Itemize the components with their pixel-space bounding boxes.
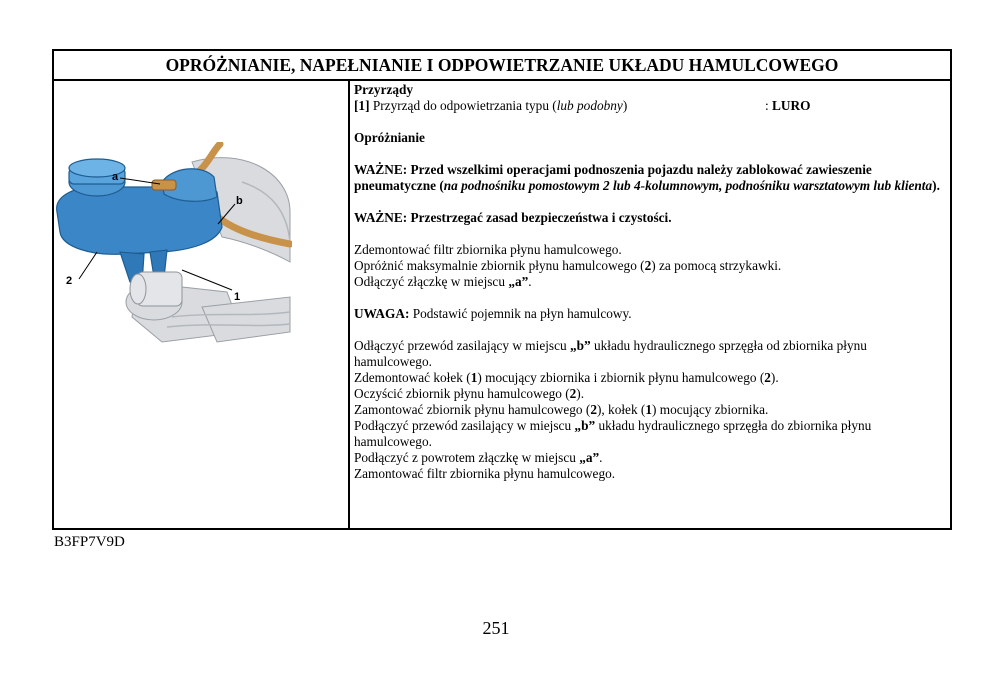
page-number: 251 — [482, 618, 510, 638]
step-install-reservoir: Zamontować zbiornik płynu hamulcowego (2), kołek (1) mocujący zbiornika. — [354, 402, 769, 417]
tool-value: : LURO — [765, 98, 811, 113]
step-install-filter: Zamontować filtr zbiornika płynu hamulcowego. — [354, 466, 616, 481]
warning-safety: WAŻNE: Przestrzegać zasad bezpieczeństwa i czystości. — [354, 210, 672, 225]
step-connect-b: Podłączyć przewód zasilający w miejscu „b” układu hydraulicznego sprzęgła do zbiornika płynu hamulcowego. — [354, 418, 872, 449]
callout-1: 1 — [234, 291, 241, 303]
warning-suspension: WAŻNE: Przed wszelkimi operacjami podnoszenia pojazdu należy zablokować zawieszenie pneumatyczne (na podnośniku pomostowym 2 lub 4-kolumnowym, podnośniku warsztatowym lub klienta). — [354, 162, 940, 193]
step-connect-a: Podłączyć z powrotem złączkę w miejscu „a”. — [354, 450, 603, 465]
step-remove-pin-reservoir: Zdemontować kołek (1) mocujący zbiornika i zbiornik płynu hamulcowego (2). — [354, 370, 779, 385]
step-disconnect-b: Odłączyć przewód zasilający w miejscu „b” układu hydraulicznego sprzęgła od zbiornika płynu hamulcowego. — [354, 338, 867, 369]
callout-2: 2 — [66, 275, 73, 287]
note-container: UWAGA: Podstawić pojemnik na płyn hamulcowy. — [354, 306, 632, 321]
tool-item: [1] Przyrząd do odpowietrzania typu (lub podobny) : LURO — [354, 98, 811, 113]
step-remove-filter: Zdemontować filtr zbiornika płynu hamulcowego. — [354, 242, 622, 257]
callout-b: b — [236, 195, 243, 207]
section-heading: Opróżnianie — [354, 130, 425, 145]
document-code: B3FP7V9D — [54, 534, 125, 550]
callout-a: a — [112, 171, 119, 183]
page-title: OPRÓŻNIANIE, NAPEŁNIANIE I ODPOWIETRZANIE UKŁADU HAMULCOWEGO — [54, 51, 950, 81]
step-disconnect-a: Odłączyć złączkę w miejscu „a”. — [354, 274, 532, 289]
instructions-cell — [354, 82, 944, 528]
tools-heading: Przyrządy — [354, 82, 414, 97]
step-empty-reservoir: Opróżnić maksymalnie zbiornik płynu hamulcowego (2) za pomocą strzykawki. — [354, 258, 782, 273]
brake-reservoir-illustration — [42, 142, 292, 347]
step-clean-reservoir: Oczyścić zbiornik płynu hamulcowego (2). — [354, 386, 585, 401]
